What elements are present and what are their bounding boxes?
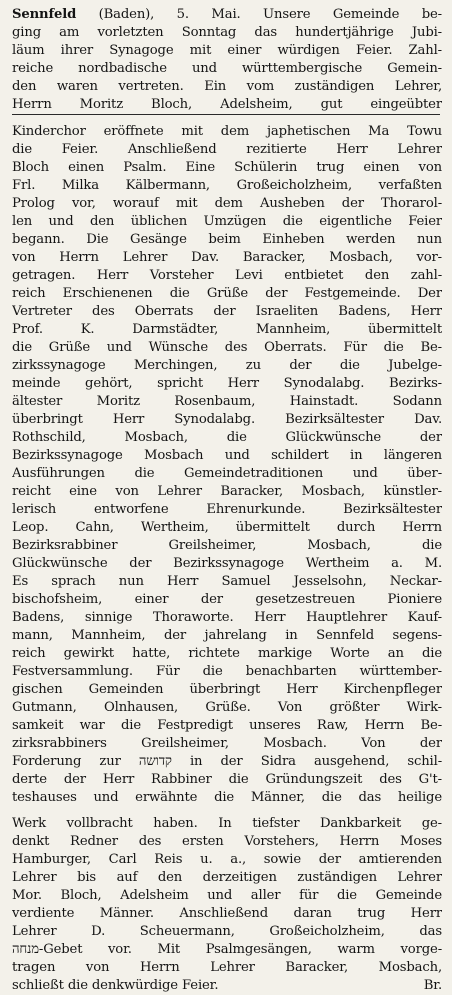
dateline-place: Sennfeld: [12, 7, 77, 22]
text-line: reicht eine von Lehrer Baracker, Mosbach, künstler-: [12, 484, 442, 499]
text-line: Vertreter des Oberrats der Israeliten Badens, Herr: [12, 304, 442, 319]
text-line: Prolog vor, worauf mit dem Ausheben der Thorarol-: [12, 196, 442, 211]
text-line: mann, Mannheim, der jahrelang in Sennfeld segens-: [12, 628, 442, 643]
text-line: Leop. Cahn, Wertheim, übermittelt durch Herrn: [12, 520, 442, 535]
text-line-content: schließt die denkwürdige Feier.: [12, 978, 219, 993]
text-line: [12, 977, 442, 995]
text-line: ältester Moritz Rosenbaum, Hainstadt. Sodann: [12, 394, 442, 409]
text-line: Festversammlung. Für die benachbarten württember-: [12, 664, 442, 679]
paragraph-block-1: [12, 6, 442, 114]
text-line: Bloch einen Psalm. Eine Schülerin trug einen von: [12, 160, 442, 175]
text-line: derte der Herr Rabbiner die Gründungszeit des G't-: [12, 772, 442, 787]
text-line: zirksrabbiners Greilsheimer, Mosbach. Von der: [12, 736, 442, 751]
text-line: tragen von Herrn Lehrer Baracker, Mosbach,: [12, 960, 442, 975]
text-line: denkt Redner des ersten Vorstehers, Herrn Moses: [12, 834, 442, 849]
text-line: Mor. Bloch, Adelsheim und aller für die Gemeinde: [12, 888, 442, 903]
text-line: zirkssynagoge Merchingen, zu der die Jubelge-: [12, 358, 442, 373]
block-gap: [12, 807, 442, 815]
text-line: Es sprach nun Herr Samuel Jesselsohn, Neckar-: [12, 574, 442, 589]
text-line: Bezirksrabbiner Greilsheimer, Mosbach, die: [12, 538, 442, 553]
author-signature: Br.: [423, 978, 442, 993]
text-line: samkeit war die Festpredigt unseres Raw, Herrn Be-: [12, 718, 442, 733]
text-line: Lehrer D. Scheuermann, Großeicholzheim, das: [12, 924, 442, 939]
text-line: [12, 6, 442, 24]
text-line: Badens, sinnige Thoraworte. Herr Hauptlehrer Kauf-: [12, 610, 442, 625]
text-line: reich Erschienenen die Grüße der Festgemeinde. Der: [12, 286, 442, 301]
text-line: Prof. K. Darmstädter, Mannheim, übermittelt: [12, 322, 442, 337]
text-line: teshauses und erwähnte die Männer, die das heilige: [12, 790, 442, 805]
block-gap: [12, 115, 442, 123]
text-line: die Grüße und Wünsche des Oberrats. Für die Be-: [12, 340, 442, 355]
text-line: Gutmann, Olnhausen, Grüße. Von größter Wirk-: [12, 700, 442, 715]
text-line: verdiente Männer. Anschließend daran trug Herr: [12, 906, 442, 921]
text-line: meinde gehört, spricht Herr Synodalabg. Bezirks-: [12, 376, 442, 391]
text-line: Frl. Milka Kälbermann, Großeicholzheim, verfaßten: [12, 178, 442, 193]
text-line: Lehrer bis auf den derzeitigen zuständigen Lehrer: [12, 870, 442, 885]
text-line: Rothschild, Mosbach, die Glückwünsche der: [12, 430, 442, 445]
text-line: Bezirkssynagoge Mosbach und schildert in längeren: [12, 448, 442, 463]
text-line: Kinderchor eröffnete mit dem japhetischen Ma Towu: [12, 124, 442, 139]
text-line: lerisch entworfene Ehrenurkunde. Bezirksältester: [12, 502, 442, 517]
text-line: Ausführungen die Gemeindetraditionen und über-: [12, 466, 442, 481]
text-line: ging am vorletzten Sonntag das hundertjährige Jubi-: [12, 25, 442, 40]
text-line: Werk vollbracht haben. In tiefster Dankbarkeit ge-: [12, 816, 442, 831]
text-line: reich gewirkt hatte, richtete markige Worte an die: [12, 646, 442, 661]
text-line: bischofsheim, einer der gesetzestreuen Pioniere: [12, 592, 442, 607]
text-line: läum ihrer Synagoge mit einer würdigen Feier. Zahl-: [12, 43, 442, 58]
text-line: überbringt Herr Synodalabg. Bezirksältester Dav.: [12, 412, 442, 427]
text-line: Forderung zur קדושה in der Sidra ausgehend, schil-: [12, 754, 442, 769]
text-line: von Herrn Lehrer Dav. Baracker, Mosbach, vor-: [12, 250, 442, 265]
text-line: reiche nordbadische und württembergische Gemein-: [12, 61, 442, 76]
paragraph-block-3: [12, 815, 442, 995]
text-line: מנחה-Gebet vor. Mit Psalmgesängen, warm vorge-: [12, 942, 442, 957]
text-line: len und den üblichen Umzügen die eigentliche Feier: [12, 214, 442, 229]
text-line: die Feier. Anschließend rezitierte Herr Lehrer: [12, 142, 442, 157]
text-line: gischen Gemeinden überbringt Herr Kirchenpfleger: [12, 682, 442, 697]
text-line: getragen. Herr Vorsteher Levi entbietet den zahl-: [12, 268, 442, 283]
text-line: Hamburger, Carl Reis u. a., sowie der amtierenden: [12, 852, 442, 867]
text-line: Glückwünsche der Bezirkssynagoge Wertheim a. M.: [12, 556, 442, 571]
paragraph-block-2: [12, 123, 442, 807]
text-line-content: (Baden), 5. Mai. Unsere Gemeinde be-: [76, 7, 442, 22]
text-line: begann. Die Gesänge beim Einheben werden nun: [12, 232, 442, 247]
text-line: Herrn Moritz Bloch, Adelsheim, gut eingeübter: [12, 97, 442, 112]
text-line: den waren vertreten. Ein vom zuständigen Lehrer,: [12, 79, 442, 94]
